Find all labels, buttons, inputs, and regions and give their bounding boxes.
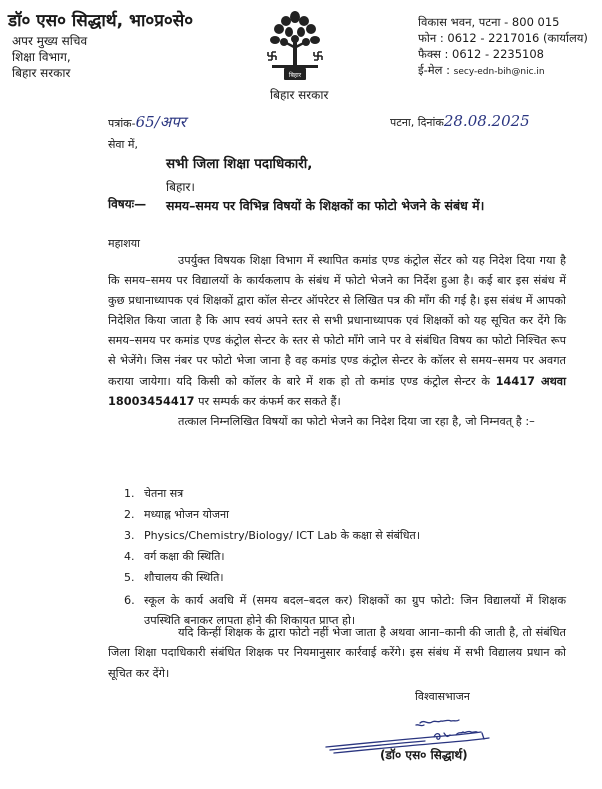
list-item bbox=[124, 528, 420, 543]
letter-body bbox=[108, 251, 566, 432]
government-label: बिहार सरकार bbox=[270, 88, 329, 102]
reference-value: 65/अपर bbox=[135, 113, 186, 131]
bihar-emblem-icon bbox=[262, 9, 328, 87]
body-paragraph bbox=[108, 251, 566, 412]
designation-line: बिहार सरकार bbox=[12, 66, 71, 80]
item-text: मध्याह्न भोजन योजना bbox=[144, 508, 229, 521]
body-text: उपर्युक्त विषयक शिक्षा विभाग में स्थापित कमांड एण्ड कंट्रोल सेंटर को यह निदेश दिया गया है कि समय–समय पर विद्यालयों के कार्यकलाप के संबंध में फोटो भेजने का निर्देश हुआ है। कई बार इस संबंध में कुछ प्रधानाध्यापक एवं शिक्षकों द्वारा कॉल सेन्टर ऑपरेटर से लिखित पत्र की मॉंग की गई है। इस संबंध में आपको निदेशित किया जाता है कि आप स्वयं अपने स्तर से सभी प्रधानाध्यापक एवं शिक्षकों को यह सूचित कर देंगे कि समय–समय पर कमांड एण्ड कंट्रोल सेन्टर के स्तर से फोटो मॉंगे जाने पर वे संबंधित विषय का फोटो निश्चित रूप से भेजेंगे। जिस नंबर पर फोटो भेजा जाना है वह कमांड एण्ड कंट्रोल सेन्टर के कॉलर से समय–समय पर अवगत कराया जायेगा। यदि किसी को कॉलर के बारे में शक हो तो कमांड एण्ड कंट्रोल सेन्टर के bbox=[108, 254, 566, 388]
item-number: 4. bbox=[124, 550, 135, 563]
subject-label: विषयः— bbox=[108, 197, 147, 211]
item-text: वर्ग कक्षा की स्थिति। bbox=[144, 550, 225, 563]
list-item bbox=[124, 570, 224, 585]
item-text: Physics/Chemistry/Biology/ ICT Lab के कक्षा से संबंधित। bbox=[144, 529, 420, 542]
svg-text:बिहार: बिहार bbox=[288, 72, 302, 79]
item-number: 6. bbox=[124, 594, 135, 607]
officer-name: डॉ० एस० सिद्धार्थ, भा०प्र०से० bbox=[8, 11, 194, 31]
office-email bbox=[418, 62, 588, 80]
salutation: सेवा में, bbox=[108, 138, 138, 151]
office-contact bbox=[418, 14, 588, 80]
item-text: शौचालय की स्थिति। bbox=[144, 571, 224, 584]
addressee-place: बिहार। bbox=[166, 180, 195, 194]
closing-paragraph bbox=[108, 623, 566, 684]
list-item bbox=[124, 486, 183, 501]
designation-line: अपर मुख्य सचिव bbox=[12, 34, 88, 48]
officer-designation bbox=[12, 33, 87, 81]
item-number: 5. bbox=[124, 571, 135, 584]
subject-text: समय–समय पर विभिन्न विषयों के शिक्षकों का फोटो भेजने के संबंध में। bbox=[166, 198, 485, 213]
body-text: पर सम्पर्क कर कंफर्म कर सकते हैं। bbox=[198, 394, 341, 408]
letter-date bbox=[390, 112, 530, 130]
date-value: 28.08.2025 bbox=[443, 112, 530, 130]
addressee: सभी जिला शिक्षा पदाधिकारी, bbox=[166, 156, 313, 172]
body-paragraph: तत्काल निम्नलिखित विषयों का फोटो भेजने का निदेश दिया जा रहा है, जो निम्नवत् है :– bbox=[178, 414, 535, 428]
office-address: विकास भवन, पटना - 800 015 bbox=[418, 15, 560, 29]
office-fax: फैक्स : 0612 - 2235108 bbox=[418, 47, 544, 61]
designation-line: शिक्षा विभाग, bbox=[12, 50, 71, 64]
item-text: चेतना सत्र bbox=[144, 487, 184, 500]
list-item bbox=[124, 549, 225, 564]
closing-text: यदि किन्हीं शिक्षक के द्वारा फोटो नहीं भेजा जाता है अथवा आना–कानी की जाती है, तो संबंधित जिला शिक्षा पदाधिकारी संबंधित शिक्षक पर नियमानुसार कार्रवाई करेंगे। इस संबंध में सभी विद्यालय प्रधान को सूचित कर देंगे। bbox=[108, 626, 566, 680]
reference-label: पत्रांक- bbox=[108, 117, 136, 130]
item-number: 1. bbox=[124, 487, 135, 500]
list-item bbox=[124, 507, 229, 522]
item-text: स्कूल के कार्य अवधि में (समय बदल–बदल कर) शिक्षकों का ग्रुप फोटो: जिन विद्यालयों में शिक्षक उपस्थिति बनाकर लापता होने की शिकायत प्राप्त हो। bbox=[144, 594, 566, 627]
item-number: 3. bbox=[124, 529, 135, 542]
reference-number bbox=[108, 112, 186, 132]
helpline-numbers: 14417 अथवा 18003454417 bbox=[108, 374, 566, 408]
office-phone: फोन : 0612 - 2217016 (कार्यालय) bbox=[418, 31, 588, 45]
greeting: महाशया bbox=[108, 237, 140, 250]
date-label: पटना, दिनांक bbox=[390, 116, 444, 129]
valediction: विश्वासभाजन bbox=[415, 690, 470, 703]
signatory-name: (डॉ० एस० सिद्धार्थ) bbox=[380, 748, 468, 762]
email-address: secy-edn-bih@nic.in bbox=[453, 67, 545, 77]
email-label: ई-मेल : bbox=[418, 63, 450, 77]
item-number: 2. bbox=[124, 508, 135, 521]
